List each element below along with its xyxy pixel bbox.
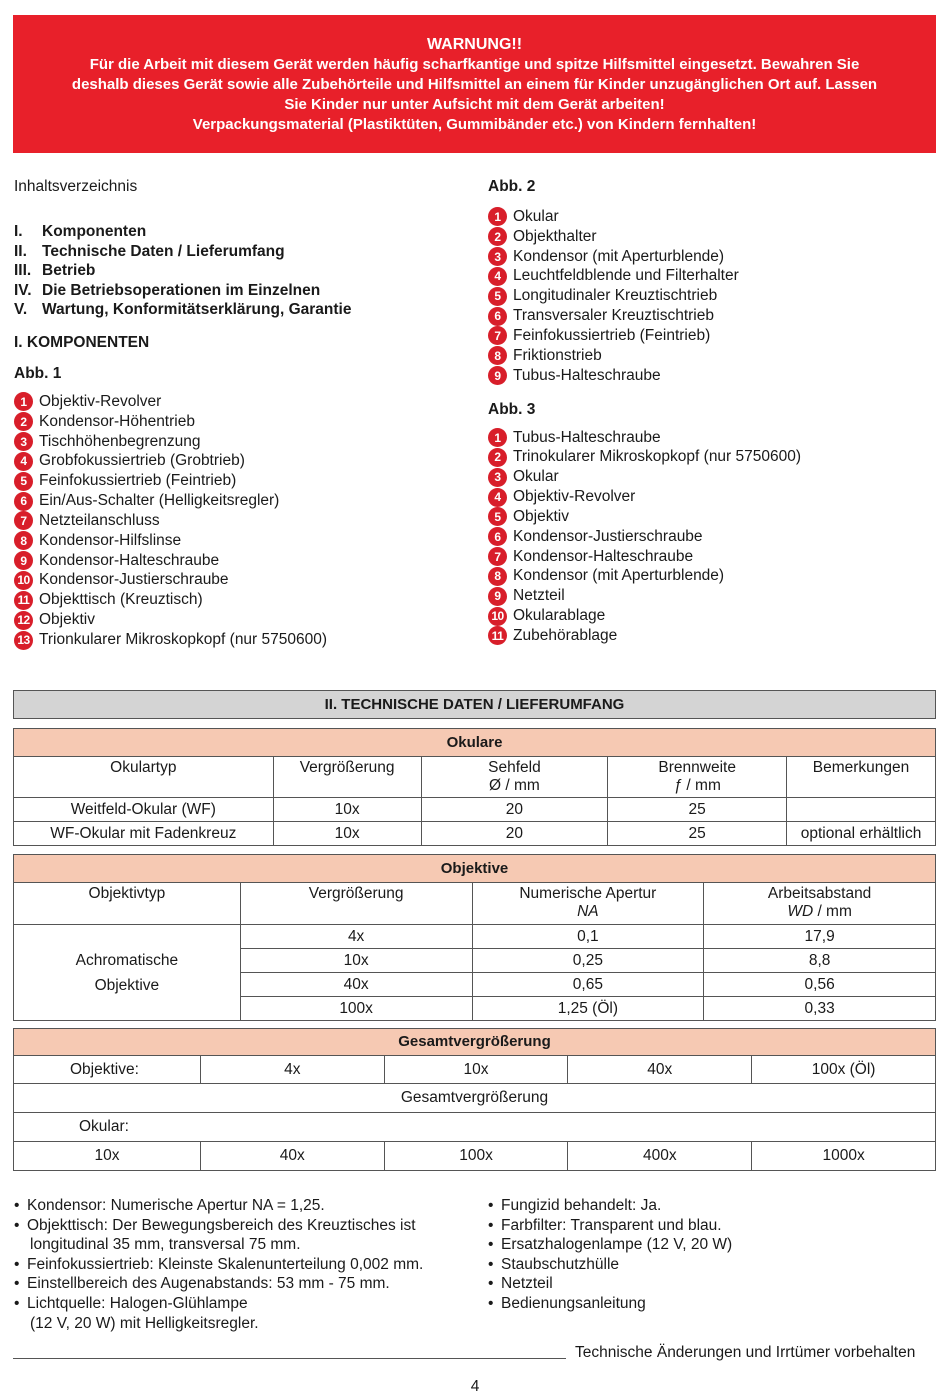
list-item-label: Feinfokussiertrieb (Feintrieb) bbox=[513, 326, 711, 344]
abb2-heading: Abb. 2 bbox=[488, 178, 536, 195]
number-badge-icon: 4 bbox=[488, 267, 507, 286]
list-item-label: Kondensor-Halteschraube bbox=[39, 551, 220, 569]
column-header bbox=[608, 757, 787, 798]
table-cell: 100x bbox=[240, 997, 472, 1021]
number-badge-icon: 8 bbox=[14, 531, 33, 550]
number-badge-icon: 10 bbox=[14, 571, 33, 590]
list-item bbox=[488, 547, 938, 567]
number-badge-icon: 9 bbox=[14, 551, 33, 570]
tech-section-title: II. TECHNISCHE DATEN / LIEFERUMFANG bbox=[13, 690, 936, 719]
list-item bbox=[14, 610, 474, 630]
list-item bbox=[488, 527, 938, 547]
bullets-left bbox=[14, 1196, 474, 1333]
toc-number: I. bbox=[14, 223, 23, 240]
bullet-text: Staubschutzhülle bbox=[501, 1255, 620, 1273]
list-item-label: Kondensor (mit Aperturblende) bbox=[513, 247, 725, 265]
header-label: Numerische Apertur bbox=[519, 885, 657, 902]
table-cell: 4x bbox=[240, 925, 472, 949]
list-item bbox=[488, 366, 938, 386]
list-item bbox=[14, 452, 474, 472]
table-cell: 10x bbox=[273, 822, 421, 846]
list-item-label: Kondensor-Halteschraube bbox=[513, 547, 694, 565]
number-badge-icon: 8 bbox=[488, 346, 507, 365]
number-badge-icon: 7 bbox=[488, 326, 507, 345]
header-unit bbox=[708, 903, 931, 921]
list-item-label: Kondensor (mit Aperturblende) bbox=[513, 567, 725, 585]
list-item-label: Ein/Aus-Schalter (Helligkeitsregler) bbox=[39, 492, 280, 510]
table-cell: 1,25 (Öl) bbox=[472, 997, 704, 1021]
list-item-label: Trionkularer Mikroskopkopf (nur 5750600) bbox=[39, 631, 328, 649]
bullet-item: • Objekttisch: Der Bewegungsbereich des Kreuztisches ist bbox=[14, 1216, 416, 1234]
list-item bbox=[14, 531, 474, 551]
bullet-item: • Einstellbereich des Augenabstands: 53 mm - 75 mm. bbox=[14, 1275, 390, 1293]
list-item bbox=[14, 412, 474, 432]
bullet-item: • Lichtquelle: Halogen-Glühlampe bbox=[14, 1294, 248, 1312]
table-cell: 17,9 bbox=[704, 925, 936, 949]
abb1-heading: Abb. 1 bbox=[14, 364, 62, 382]
header-label: Arbeitsabstand bbox=[767, 885, 872, 902]
list-item bbox=[14, 630, 474, 650]
list-item bbox=[488, 306, 938, 326]
number-badge-icon: 6 bbox=[488, 527, 507, 546]
bullet-text: Farbfilter: Transparent und blau. bbox=[501, 1216, 722, 1234]
toc-item bbox=[14, 242, 474, 262]
list-item bbox=[14, 392, 474, 412]
number-badge-icon: 5 bbox=[488, 287, 507, 306]
bullet-text: Objekttisch: Der Bewegungsbereich des Kreuztisches ist bbox=[27, 1216, 416, 1234]
toc-label: Die Betriebsoperationen im Einzelnen bbox=[42, 281, 321, 299]
table-cell: 10x bbox=[240, 949, 472, 973]
unit-text: / mm bbox=[813, 903, 852, 920]
table-cell: 0,65 bbox=[472, 973, 704, 997]
list-item-label: Friktionstrieb bbox=[513, 346, 602, 364]
okulare-title: Okulare bbox=[14, 729, 936, 757]
column-header: Objektivtyp bbox=[14, 883, 241, 925]
list-item-label: Kondensor-Justierschraube bbox=[513, 527, 703, 545]
table-cell: 1000x bbox=[752, 1142, 936, 1171]
number-badge-icon: 2 bbox=[488, 227, 507, 246]
okulare-table bbox=[13, 728, 936, 846]
components-heading: I. KOMPONENTEN bbox=[14, 333, 150, 351]
number-badge-icon: 6 bbox=[14, 492, 33, 511]
list-item-label: Netzteil bbox=[513, 587, 565, 605]
table-cell: 20 bbox=[421, 798, 608, 822]
bullet-continuation: (12 V, 20 W) mit Helligkeitsregler. bbox=[30, 1314, 259, 1332]
bullet-text: Netzteil bbox=[501, 1275, 553, 1293]
gesamt-table bbox=[13, 1028, 936, 1171]
list-item bbox=[488, 507, 938, 527]
gesamt-title: Gesamtvergrößerung bbox=[14, 1029, 936, 1056]
list-item bbox=[14, 511, 474, 531]
table-cell: 0,56 bbox=[704, 973, 936, 997]
bullet-item: • Feinfokussiertrieb: Kleinste Skalenunterteilung 0,002 mm. bbox=[14, 1255, 424, 1273]
number-badge-icon: 13 bbox=[14, 631, 33, 650]
list-item bbox=[488, 606, 938, 626]
number-badge-icon: 3 bbox=[14, 432, 33, 451]
column-header bbox=[472, 883, 704, 925]
abb2-list bbox=[488, 207, 938, 386]
list-item bbox=[488, 487, 938, 507]
table-cell bbox=[787, 798, 936, 822]
number-badge-icon: 8 bbox=[488, 567, 507, 586]
focal-length-symbol: ƒ bbox=[673, 777, 683, 794]
number-badge-icon: 1 bbox=[488, 428, 507, 447]
list-item-label: Okular bbox=[513, 207, 559, 225]
toc-label: Wartung, Konformitätserklärung, Garantie bbox=[42, 301, 352, 319]
list-item-label: Kondensor-Justierschraube bbox=[39, 571, 229, 589]
abb3-heading: Abb. 3 bbox=[488, 400, 536, 418]
bullet-item: • Farbfilter: Transparent und blau. bbox=[488, 1216, 722, 1234]
toc-label: Technische Daten / Lieferumfang bbox=[42, 242, 285, 260]
header-label: Sehfeld bbox=[488, 759, 541, 776]
column-header: Vergrößerung bbox=[240, 883, 472, 925]
warning-title: WARNUNG!! bbox=[426, 36, 523, 53]
abb1-list bbox=[14, 392, 474, 650]
toc-item bbox=[14, 261, 474, 281]
right-column bbox=[488, 178, 938, 646]
list-item bbox=[488, 267, 938, 287]
table-cell: 100x bbox=[384, 1142, 568, 1171]
table-cell: 40x bbox=[568, 1056, 752, 1084]
toc-number: V. bbox=[14, 301, 28, 319]
number-badge-icon: 1 bbox=[488, 207, 507, 226]
toc-item bbox=[14, 300, 474, 320]
number-badge-icon: 12 bbox=[14, 611, 33, 630]
list-item-label: Kondensor-Höhentrieb bbox=[39, 412, 195, 430]
table-cell: 100x (Öl) bbox=[752, 1056, 936, 1084]
header-unit: Ø / mm bbox=[489, 777, 540, 794]
list-item bbox=[14, 590, 474, 610]
bullet-item: • Ersatzhalogenlampe (12 V, 20 W) bbox=[488, 1236, 733, 1254]
list-item bbox=[14, 491, 474, 511]
list-item-label: Objekttisch (Kreuztisch) bbox=[39, 591, 203, 609]
table-cell: 8,8 bbox=[704, 949, 936, 973]
number-badge-icon: 3 bbox=[488, 247, 507, 266]
list-item-label: Trinokularer Mikroskopkopf (nur 5750600) bbox=[513, 448, 802, 466]
list-item-label: Objekthalter bbox=[513, 227, 597, 245]
number-badge-icon: 2 bbox=[488, 448, 507, 467]
page-number: 4 bbox=[470, 1378, 480, 1395]
table-cell: 40x bbox=[200, 1142, 384, 1171]
list-item-label: Objektiv bbox=[513, 507, 569, 525]
toc-number: IV. bbox=[14, 281, 32, 299]
column-header bbox=[704, 883, 936, 925]
list-item bbox=[488, 346, 938, 366]
toc-label: Betrieb bbox=[42, 262, 96, 280]
abb3-list bbox=[488, 428, 938, 646]
list-item-label: Objektiv bbox=[39, 611, 95, 629]
number-badge-icon: 7 bbox=[488, 547, 507, 566]
list-item-label: Kondensor-Hilfslinse bbox=[39, 531, 182, 549]
number-badge-icon: 11 bbox=[488, 626, 507, 645]
table-cell: 10x bbox=[14, 1142, 201, 1171]
bullet-item: • Fungizid behandelt: Ja. bbox=[488, 1197, 662, 1214]
number-badge-icon: 3 bbox=[488, 468, 507, 487]
toc-label: Komponenten bbox=[42, 223, 147, 240]
number-badge-icon: 9 bbox=[488, 587, 507, 606]
warning-line: Für die Arbeit mit diesem Gerät werden häufig scharfkantige und spitze Hilfsmittel eingesetzt. Bewahren Sie bbox=[89, 56, 860, 73]
list-item-label: Okular bbox=[513, 468, 559, 486]
list-item bbox=[488, 326, 938, 346]
list-item bbox=[488, 467, 938, 487]
wd-symbol: WD bbox=[787, 903, 814, 920]
gesamt-middle-label: Gesamtvergrößerung bbox=[14, 1084, 936, 1113]
warning-line: Verpackungsmaterial (Plastiktüten, Gummibänder etc.) von Kindern fernhalten! bbox=[192, 116, 757, 133]
number-badge-icon: 11 bbox=[14, 591, 33, 610]
table-cell: 0,1 bbox=[472, 925, 704, 949]
type-label: Objektive bbox=[94, 976, 160, 994]
column-header: Bemerkungen bbox=[787, 757, 936, 798]
table-cell: 400x bbox=[568, 1142, 752, 1171]
header-unit: NA bbox=[577, 903, 599, 920]
table-cell: 0,25 bbox=[472, 949, 704, 973]
list-item-label: Objektiv-Revolver bbox=[39, 392, 162, 410]
bullet-text: Ersatzhalogenlampe (12 V, 20 W) bbox=[501, 1236, 733, 1254]
objektive-table bbox=[13, 854, 936, 1021]
list-item bbox=[488, 247, 938, 267]
objective-type-cell bbox=[14, 925, 241, 1021]
list-item bbox=[488, 447, 938, 467]
table-cell: 40x bbox=[240, 973, 472, 997]
table-cell: 25 bbox=[608, 798, 787, 822]
bullets-right bbox=[488, 1196, 928, 1314]
bullet-text: Kondensor: Numerische Apertur NA = 1,25. bbox=[27, 1197, 325, 1214]
bullet-item: • Staubschutzhülle bbox=[488, 1255, 620, 1273]
table-cell: Weitfeld-Okular (WF) bbox=[14, 798, 274, 822]
number-badge-icon: 4 bbox=[14, 452, 33, 471]
column-header: Okulartyp bbox=[14, 757, 274, 798]
list-item-label: Objektiv-Revolver bbox=[513, 488, 636, 506]
bullet-item: • Kondensor: Numerische Apertur NA = 1,25. bbox=[14, 1197, 325, 1214]
unit-text: / mm bbox=[682, 777, 721, 794]
warning-box bbox=[13, 15, 936, 153]
table-cell: optional erhältlich bbox=[787, 822, 936, 846]
list-item bbox=[14, 571, 474, 591]
objektive-label: Objektive: bbox=[14, 1056, 201, 1084]
number-badge-icon: 2 bbox=[14, 412, 33, 431]
table-cell: 4x bbox=[200, 1056, 384, 1084]
table-cell: 25 bbox=[608, 822, 787, 846]
table-of-contents bbox=[14, 222, 474, 320]
number-badge-icon: 10 bbox=[488, 607, 507, 626]
toc-number: III. bbox=[14, 262, 32, 280]
table-cell: 0,33 bbox=[704, 997, 936, 1021]
toc-title: Inhaltsverzeichnis bbox=[14, 178, 138, 195]
number-badge-icon: 7 bbox=[14, 511, 33, 530]
bullet-text: Lichtquelle: Halogen-Glühlampe bbox=[27, 1294, 248, 1312]
bullet-continuation: longitudinal 35 mm, transversal 75 mm. bbox=[30, 1236, 301, 1254]
list-item bbox=[488, 227, 938, 247]
toc-number: II. bbox=[14, 242, 27, 260]
list-item-label: Longitudinaler Kreuztischtrieb bbox=[513, 287, 718, 305]
list-item-label: Tubus-Halteschraube bbox=[513, 428, 661, 446]
list-item-label: Grobfokussiertrieb (Grobtrieb) bbox=[39, 452, 245, 470]
table-cell: 10x bbox=[384, 1056, 568, 1084]
number-badge-icon: 4 bbox=[488, 488, 507, 507]
number-badge-icon: 5 bbox=[488, 507, 507, 526]
list-item bbox=[14, 471, 474, 491]
list-item bbox=[14, 432, 474, 452]
toc-item bbox=[14, 281, 474, 301]
list-item bbox=[488, 586, 938, 606]
toc-item bbox=[14, 222, 474, 242]
list-item-label: Tischhöhenbegrenzung bbox=[39, 432, 201, 450]
list-item-label: Zubehörablage bbox=[513, 626, 618, 644]
list-item-label: Netzteilanschluss bbox=[39, 511, 160, 529]
bullet-item: • Netzteil bbox=[488, 1275, 553, 1293]
header-label: Brennweite bbox=[658, 759, 736, 776]
column-header bbox=[421, 757, 608, 798]
list-item bbox=[488, 428, 938, 448]
header-unit bbox=[612, 777, 782, 795]
number-badge-icon: 1 bbox=[14, 392, 33, 411]
bullet-text: Bedienungsanleitung bbox=[501, 1294, 646, 1312]
number-badge-icon: 9 bbox=[488, 366, 507, 385]
list-item-label: Okularablage bbox=[513, 607, 606, 625]
type-label: Achromatische bbox=[75, 951, 179, 969]
column-header: Vergrößerung bbox=[273, 757, 421, 798]
objektive-title: Objektive bbox=[14, 855, 936, 883]
bullet-item: • Bedienungsanleitung bbox=[488, 1294, 646, 1312]
warning-line: Sie Kinder nur unter Aufsicht mit dem Gerät arbeiten! bbox=[284, 96, 665, 113]
bullet-text: Einstellbereich des Augenabstands: 53 mm - 75 mm. bbox=[27, 1275, 390, 1293]
list-item bbox=[488, 626, 938, 646]
left-column bbox=[14, 178, 474, 650]
list-item-label: Transversaler Kreuztischtrieb bbox=[513, 307, 714, 325]
list-item-label: Tubus-Halteschraube bbox=[513, 366, 661, 384]
list-item-label: Leuchtfeldblende und Filterhalter bbox=[513, 267, 739, 285]
list-item bbox=[488, 207, 938, 227]
table-cell: 10x bbox=[273, 798, 421, 822]
list-item bbox=[488, 286, 938, 306]
okular-label: Okular: bbox=[14, 1113, 936, 1142]
list-item-label: Feinfokussiertrieb (Feintrieb) bbox=[39, 472, 237, 490]
warning-line: deshalb dieses Gerät sowie alle Zubehörteile und Hilfsmittel an einem für Kinder unzugänglichen Ort auf. Lassen bbox=[71, 76, 878, 93]
footer-divider bbox=[13, 1358, 566, 1359]
list-item bbox=[488, 567, 938, 587]
footer-note: Technische Änderungen und Irrtümer vorbehalten bbox=[575, 1344, 916, 1361]
list-item bbox=[14, 551, 474, 571]
number-badge-icon: 6 bbox=[488, 307, 507, 326]
bullet-text: Feinfokussiertrieb: Kleinste Skalenunterteilung 0,002 mm. bbox=[27, 1255, 424, 1273]
bullet-text: Fungizid behandelt: Ja. bbox=[501, 1197, 662, 1214]
table-cell: 20 bbox=[421, 822, 608, 846]
number-badge-icon: 5 bbox=[14, 472, 33, 491]
table-cell: WF-Okular mit Fadenkreuz bbox=[14, 822, 274, 846]
